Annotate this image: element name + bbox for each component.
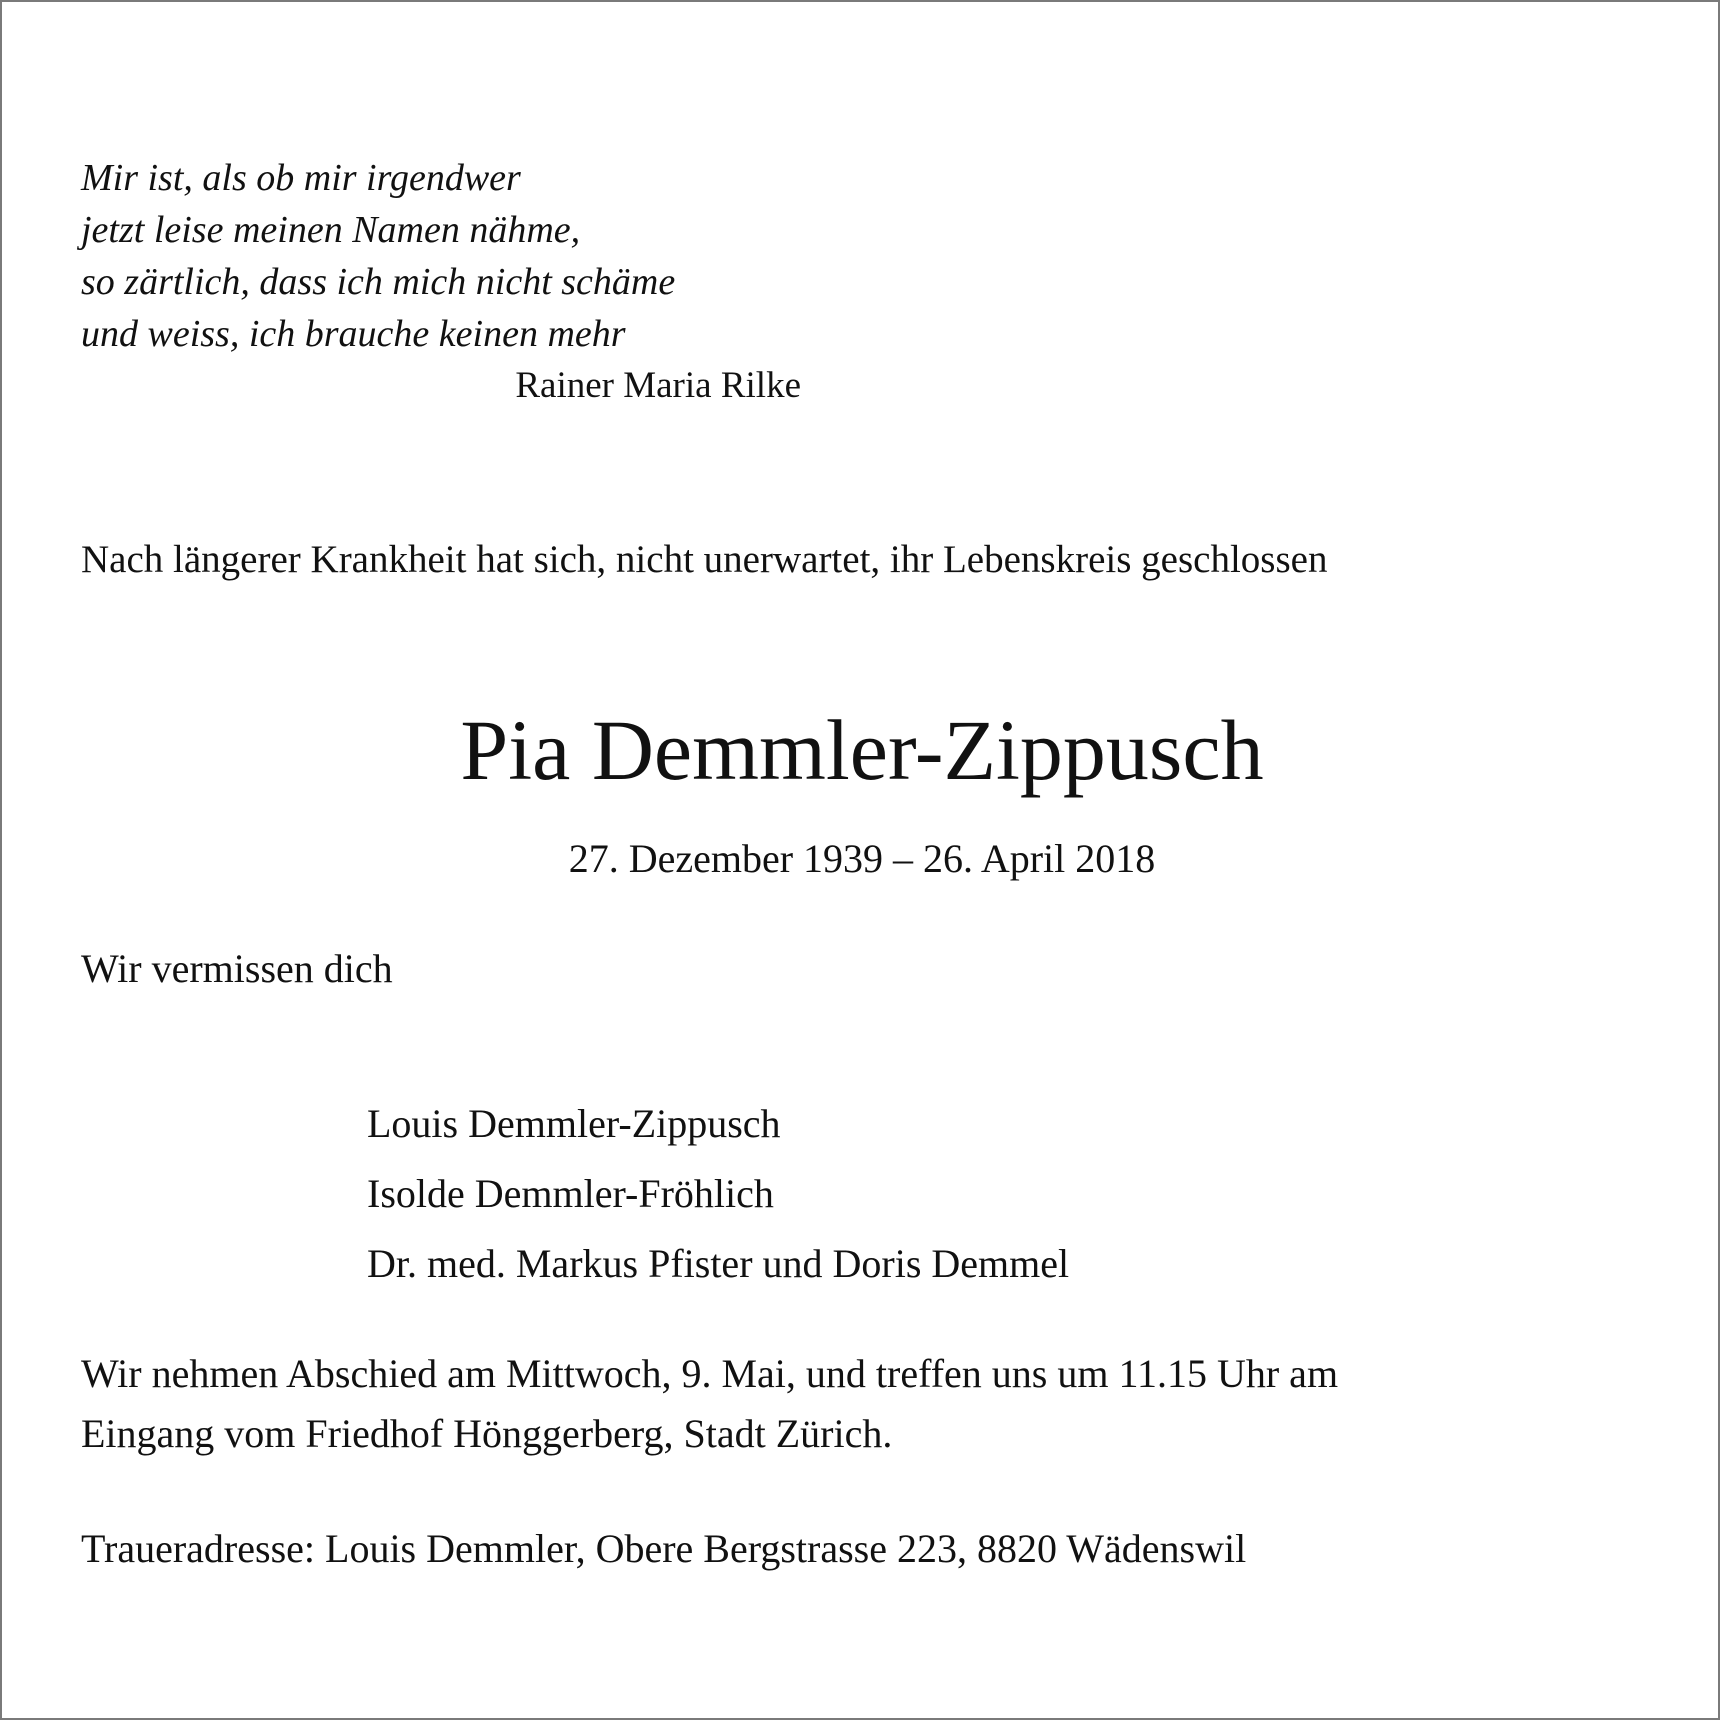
farewell-line: Eingang vom Friedhof Hönggerberg, Stadt Zürich.	[81, 1411, 893, 1456]
poem-line: so zärtlich, dass ich mich nicht schäme	[81, 261, 676, 303]
mourner-name: Louis Demmler-Zippusch	[367, 1101, 781, 1146]
mourners-list	[367, 1089, 1069, 1299]
farewell-line: Wir nehmen Abschied am Mittwoch, 9. Mai, und treffen uns um 11.15 Uhr am	[81, 1351, 1339, 1396]
poem-quote	[81, 152, 801, 412]
mourning-address: Traueradresse: Louis Demmler, Obere Bergstrasse 223, 8820 Wädenswil	[81, 1526, 1247, 1571]
poem-line: jetzt leise meinen Namen nähme,	[81, 209, 581, 251]
miss-text: Wir vermissen dich	[81, 946, 393, 991]
poem-author: Rainer Maria Rilke	[515, 365, 801, 406]
intro-text: Nach längerer Krankheit hat sich, nicht unerwartet, ihr Lebenskreis geschlossen	[81, 538, 1328, 581]
poem-line: und weiss, ich brauche keinen mehr	[81, 313, 626, 355]
mourner-name: Isolde Demmler-Fröhlich	[367, 1171, 774, 1216]
poem-line: Mir ist, als ob mir irgendwer	[81, 157, 521, 199]
farewell-info	[81, 1344, 1641, 1464]
life-dates: 27. Dezember 1939 – 26. April 2018	[568, 836, 1156, 881]
deceased-name: Pia Demmler-Zippusch	[460, 702, 1264, 798]
mourner-name: Dr. med. Markus Pfister und Doris Demmel	[367, 1241, 1070, 1286]
